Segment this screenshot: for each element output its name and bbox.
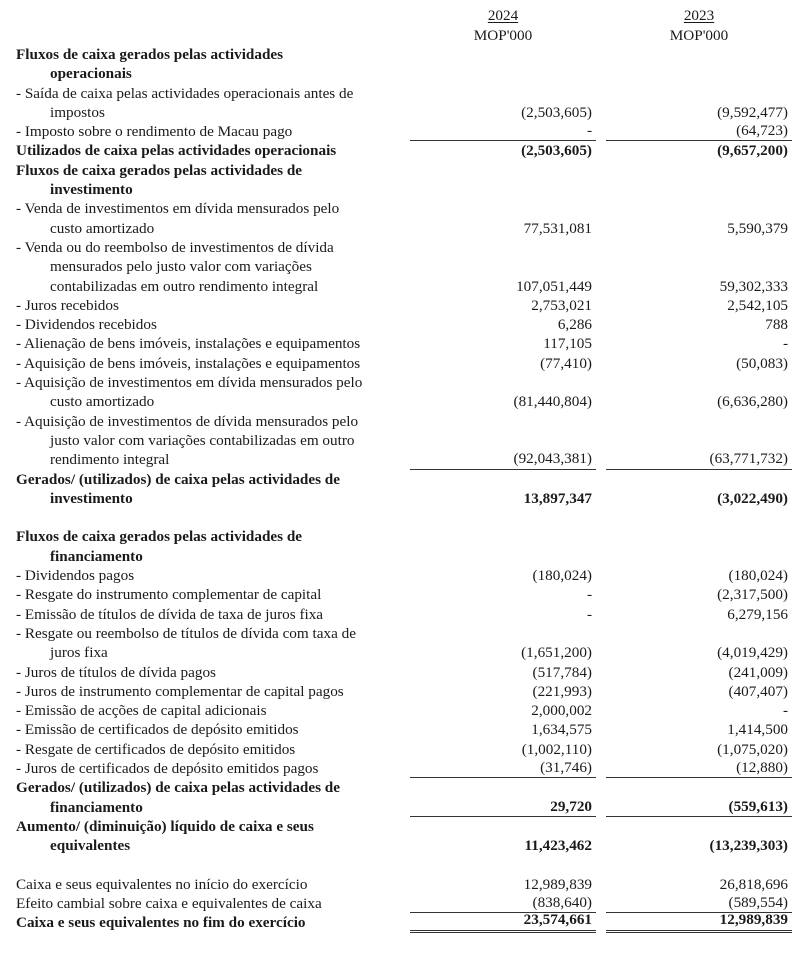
spacer	[0, 855, 805, 874]
row-label	[0, 296, 400, 315]
row-label	[0, 354, 400, 373]
label-line: financiamento	[50, 798, 143, 816]
unit-label: MOP'000	[669, 26, 729, 44]
value-2023: (9,592,477)	[717, 103, 788, 121]
value-2023: 1,414,500	[727, 721, 788, 739]
label-line: - Emissão de certificados de depósito emitidos	[16, 721, 299, 739]
label-line: custo amortizado	[50, 393, 155, 411]
value-2024: 2,753,021	[531, 296, 592, 314]
label-line: investimento	[50, 181, 133, 199]
row-label	[0, 373, 400, 412]
value-2024: 6,286	[557, 316, 592, 334]
row-label	[0, 199, 400, 238]
value-2023: (50,083)	[736, 354, 788, 372]
label-line: Aumento/ (diminuição) líquido de caixa e seus	[16, 817, 314, 835]
label-line: contabilizadas em outro rendimento integral	[50, 277, 319, 295]
value-2023: (9,657,200)	[717, 142, 788, 160]
label-line: justo valor com variações contabilizadas em outro	[50, 431, 355, 449]
column-header-2023	[606, 6, 792, 45]
label-line: impostos	[50, 103, 105, 121]
value-2024: (2,503,605)	[521, 103, 592, 121]
cash-flow-statement	[0, 45, 805, 933]
value-2023: (241,009)	[728, 663, 788, 681]
value-2023: -	[782, 335, 788, 353]
label-line: Gerados/ (utilizados) de caixa pelas actividades de	[16, 779, 340, 797]
row-label	[0, 740, 400, 759]
value-2024: 2,000,002	[531, 702, 592, 720]
row-label	[0, 238, 400, 296]
line-item-row	[0, 566, 805, 585]
label-line: Fluxos de caixa gerados pelas actividades de	[16, 528, 303, 546]
value-2023: (559,613)	[606, 797, 792, 817]
label-line: - Aquisição de investimentos em dívida mensurados pelo	[16, 374, 363, 392]
value-2023: (63,771,732)	[606, 449, 792, 469]
total-row	[0, 778, 805, 817]
value-2023: (407,407)	[728, 682, 788, 700]
value-2023: 6,279,156	[727, 605, 788, 623]
value-2023: (2,317,500)	[717, 586, 788, 604]
label-line: financiamento	[50, 547, 143, 565]
value-2023: 59,302,333	[719, 277, 788, 295]
line-item-row	[0, 334, 805, 353]
row-label	[0, 585, 400, 604]
spacer	[0, 508, 805, 527]
value-2023: (4,019,429)	[717, 644, 788, 662]
label-line: juros fixa	[50, 644, 108, 662]
value-2023: (589,554)	[606, 893, 792, 913]
value-2024: (180,024)	[532, 567, 592, 585]
value-2024: (92,043,381)	[410, 449, 596, 469]
value-2024: 12,989,839	[523, 875, 592, 893]
value-2023: 2,542,105	[727, 296, 788, 314]
total-row	[0, 470, 805, 509]
value-2024: (1,651,200)	[521, 644, 592, 662]
label-line: equivalentes	[50, 837, 131, 855]
year-label: 2023	[683, 7, 715, 24]
section-heading	[0, 527, 805, 566]
row-label	[0, 334, 400, 353]
value-2023: -	[782, 702, 788, 720]
line-item-row	[0, 412, 805, 470]
value-2024: (77,410)	[540, 354, 592, 372]
total-row	[0, 913, 805, 932]
row-label	[0, 315, 400, 334]
label-line: - Venda ou do reembolso de investimentos de dívida	[16, 238, 334, 256]
value-2024: (838,640)	[410, 893, 596, 913]
value-2024: 11,423,462	[524, 837, 592, 855]
value-2024: -	[410, 121, 596, 141]
line-item-row	[0, 701, 805, 720]
row-label	[0, 624, 400, 663]
row-label	[0, 470, 400, 509]
row-label	[0, 141, 400, 160]
value-2023: 788	[765, 316, 788, 334]
value-2024: 77,531,081	[523, 219, 592, 237]
value-2024: 23,574,661	[410, 910, 596, 932]
line-item-row	[0, 84, 805, 123]
label-line: Caixa e seus equivalentes no início do exercício	[16, 875, 308, 893]
row-label	[0, 759, 400, 778]
row-label	[0, 122, 400, 141]
row-label	[0, 875, 400, 894]
label-line: - Resgate do instrumento complementar de capital	[16, 586, 322, 604]
row-label	[0, 412, 400, 470]
line-item-row	[0, 354, 805, 373]
value-2023: 12,989,839	[606, 910, 792, 932]
label-line: - Emissão de títulos de dívida de taxa de juros fixa	[16, 605, 324, 623]
value-2024: (1,002,110)	[521, 740, 592, 758]
label-line: - Juros de instrumento complementar de capital pagos	[16, 682, 344, 700]
value-2024: 29,720	[410, 797, 596, 817]
value-2024: 1,634,575	[531, 721, 592, 739]
value-2023: (13,239,303)	[709, 837, 788, 855]
label-line: operacionais	[50, 65, 132, 83]
row-label	[0, 161, 400, 200]
line-item-row	[0, 605, 805, 624]
label-line: Gerados/ (utilizados) de caixa pelas actividades de	[16, 470, 340, 488]
label-line: - Dividendos recebidos	[16, 316, 157, 334]
line-item-row	[0, 720, 805, 739]
section-heading	[0, 161, 805, 200]
label-line: - Resgate ou reembolso de títulos de dívida com taxa de	[16, 624, 356, 642]
line-item-row	[0, 315, 805, 334]
line-item-row	[0, 624, 805, 663]
row-label	[0, 817, 400, 856]
row-label	[0, 45, 400, 84]
line-item-row	[0, 663, 805, 682]
total-row	[0, 817, 805, 856]
line-item-row	[0, 875, 805, 894]
label-line: Caixa e seus equivalentes no fim do exercício	[16, 914, 306, 932]
label-line: - Venda de investimentos em dívida mensurados pelo	[16, 200, 340, 218]
row-label	[0, 778, 400, 817]
row-label	[0, 605, 400, 624]
value-2023: (180,024)	[728, 567, 788, 585]
row-label	[0, 701, 400, 720]
value-2024: 117,105	[543, 335, 592, 353]
label-line: - Juros de títulos de dívida pagos	[16, 663, 216, 681]
line-item-row	[0, 238, 805, 296]
label-line: - Saída de caixa pelas actividades operacionais antes de	[16, 84, 354, 102]
row-label	[0, 720, 400, 739]
value-2024: (517,784)	[532, 663, 592, 681]
label-line: - Dividendos pagos	[16, 567, 135, 585]
row-label	[0, 663, 400, 682]
column-header-2024	[410, 6, 596, 45]
label-line: - Resgate de certificados de depósito emitidos	[16, 740, 296, 758]
value-2023: 26,818,696	[719, 875, 788, 893]
line-item-row	[0, 122, 805, 141]
label-line: Efeito cambial sobre caixa e equivalentes de caixa	[16, 895, 322, 913]
row-label	[0, 84, 400, 123]
value-2024: 13,897,347	[523, 489, 592, 507]
label-line: - Aquisição de bens imóveis, instalações e equipamentos	[16, 354, 361, 372]
label-line: mensurados pelo justo valor com variações	[50, 258, 312, 276]
label-line: rendimento integral	[50, 451, 170, 469]
value-2024: (221,993)	[532, 682, 592, 700]
row-label	[0, 527, 400, 566]
value-2024: (31,746)	[410, 758, 596, 778]
label-line: custo amortizado	[50, 219, 155, 237]
line-item-row	[0, 682, 805, 701]
value-2024: 107,051,449	[516, 277, 592, 295]
label-line: - Imposto sobre o rendimento de Macau pago	[16, 123, 293, 141]
label-line: investimento	[50, 489, 133, 507]
value-2023: (12,880)	[606, 758, 792, 778]
label-line: Utilizados de caixa pelas actividades operacionais	[16, 142, 337, 160]
label-line: - Aquisição de investimentos de dívida mensurados pelo	[16, 412, 359, 430]
line-item-row	[0, 373, 805, 412]
line-item-row	[0, 296, 805, 315]
row-label	[0, 894, 400, 913]
label-line: Fluxos de caixa gerados pelas actividades de	[16, 161, 303, 179]
label-line: - Emissão de acções de capital adicionais	[16, 702, 267, 720]
line-item-row	[0, 740, 805, 759]
section-heading	[0, 45, 805, 84]
unit-label: MOP'000	[473, 26, 533, 44]
line-item-row	[0, 585, 805, 604]
value-2024: -	[586, 605, 592, 623]
total-row	[0, 141, 805, 160]
row-label	[0, 566, 400, 585]
value-2023: (3,022,490)	[717, 489, 788, 507]
value-2024: (2,503,605)	[521, 142, 592, 160]
row-label	[0, 682, 400, 701]
label-line: Fluxos de caixa gerados pelas actividades	[16, 46, 284, 63]
line-item-row	[0, 199, 805, 238]
value-2023: 5,590,379	[727, 219, 788, 237]
label-line: - Juros recebidos	[16, 296, 119, 314]
value-2023: (6,636,280)	[717, 393, 788, 411]
label-line: - Juros de certificados de depósito emitidos pagos	[16, 759, 319, 777]
value-2023: (64,723)	[606, 121, 792, 141]
value-2024: -	[586, 586, 592, 604]
value-2023: (1,075,020)	[717, 740, 788, 758]
row-label	[0, 913, 400, 932]
label-line: - Alienação de bens imóveis, instalações e equipamentos	[16, 335, 361, 353]
line-item-row	[0, 759, 805, 778]
value-2024: (81,440,804)	[513, 393, 592, 411]
year-label: 2024	[487, 7, 519, 24]
